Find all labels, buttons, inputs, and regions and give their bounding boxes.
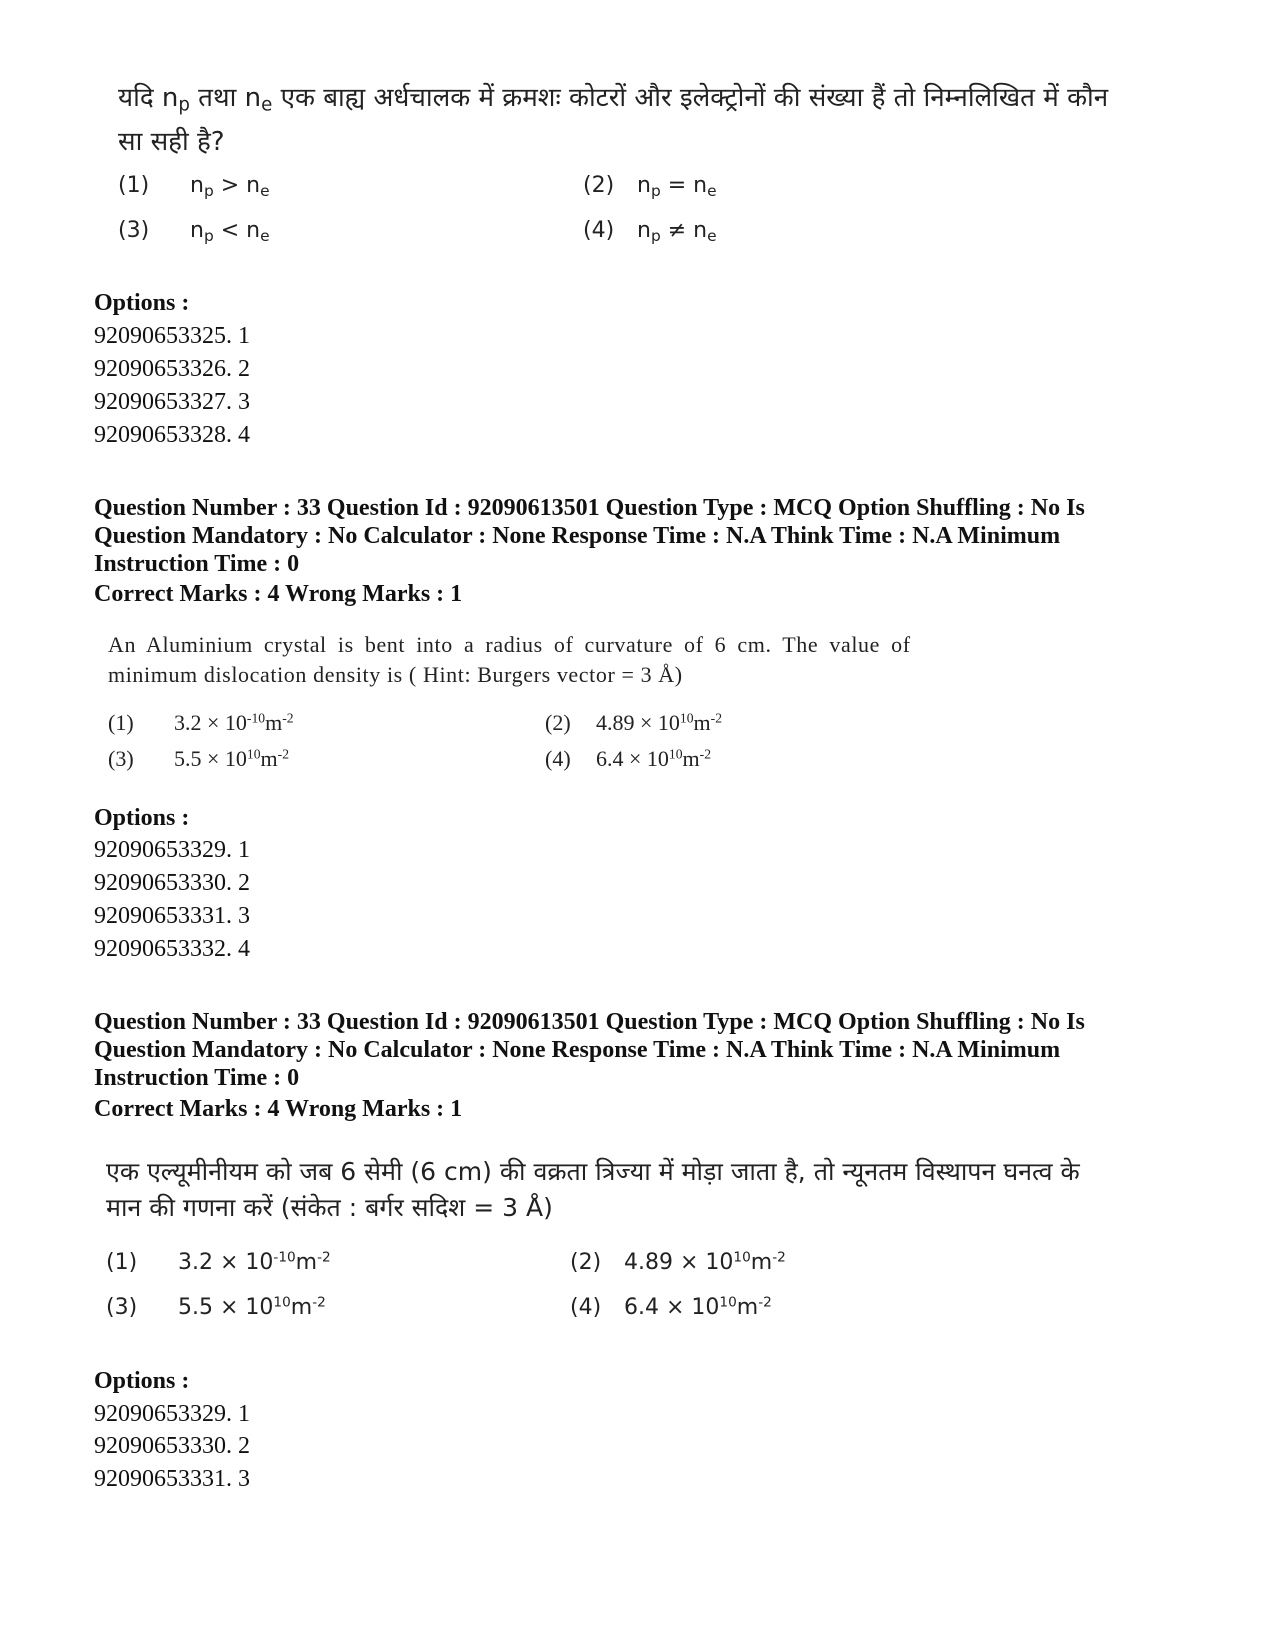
- q3-question-line2: मान की गणना करें (संकेत : बर्गर सदिश = 3 Å): [106, 1193, 553, 1222]
- q1-option-2: 92090653326. 2: [94, 356, 250, 382]
- q1-choice-2: (2) $n_p = n_e$: [583, 173, 717, 200]
- q2-option-2: 92090653330. 2: [94, 870, 250, 896]
- q3-question-text: [106, 1154, 1206, 1226]
- q1-options-label: Options :: [94, 290, 190, 316]
- q1-option-1: 92090653325. 1: [94, 323, 250, 349]
- q1-option-3: 92090653327. 3: [94, 389, 250, 415]
- q2-question-line2: minimum dislocation density is ( Hint: Burgers vector = 3 Å): [108, 662, 683, 687]
- q1-question-line2: सा सही है?: [118, 126, 225, 157]
- q2-marks: Correct Marks : 4 Wrong Marks : 1: [94, 581, 463, 607]
- q3-meta-line3: Instruction Time : 0: [94, 1065, 300, 1091]
- q3-meta-line2: Question Mandatory : No Calculator : None Response Time : N.A Think Time : N.A Minimum: [94, 1037, 1061, 1063]
- q3-meta: [94, 1008, 1244, 1092]
- q2-meta-line3: Instruction Time : 0: [94, 551, 300, 577]
- q1-question-line1: यदि $n_p$ तथा $n_e$ एक बाह्य अर्धचालक में क्रमशः कोटरों और इलेक्ट्रोनों की संख्या हैं तो निम्नलिखित में कौन: [118, 83, 1109, 116]
- q2-meta: [94, 494, 1244, 578]
- q2-choice-4: (4) $6.4 \times 10^{10}m^{-2}$: [545, 746, 712, 771]
- q2-options-label: Options :: [94, 805, 190, 831]
- q1-question-text: [118, 80, 1198, 160]
- q3-choice-1: (1) $3.2 \times 10^{-10}m^{-2}$: [106, 1249, 331, 1275]
- q2-choice-3: (3) $5.5 \times 10^{10}m^{-2}$: [108, 746, 290, 771]
- q1-option-4: 92090653328. 4: [94, 422, 250, 448]
- q2-option-4: 92090653332. 4: [94, 936, 250, 962]
- q2-question-line1: An Aluminium crystal is bent into a radius of curvature of 6 cm. The value of: [108, 632, 911, 657]
- q1-choice-3: (3) $n_p < n_e$: [118, 218, 270, 245]
- q2-choice-1: (1) $3.2 \times 10^{-10}m^{-2}$: [108, 710, 294, 735]
- q3-marks: Correct Marks : 4 Wrong Marks : 1: [94, 1096, 463, 1122]
- q3-choice-2: (2) $4.89 \times 10^{10}m^{-2}$: [570, 1249, 786, 1275]
- q2-option-3: 92090653331. 3: [94, 903, 250, 929]
- q1-choice-1: (1) $n_p > n_e$: [118, 173, 270, 200]
- q2-option-1: 92090653329. 1: [94, 837, 250, 863]
- q3-option-2: 92090653330. 2: [94, 1433, 250, 1459]
- q3-choice-4: (4) $6.4 \times 10^{10}m^{-2}$: [570, 1294, 772, 1320]
- q3-question-line1: एक एल्यूमीनीयम को जब 6 सेमी (6 cm) की वक्रता त्रिज्या में मोड़ा जाता है, तो न्यूनतम विस्थापन घनत्व के: [106, 1157, 1080, 1186]
- q2-choice-2: (2) $4.89 \times 10^{10}m^{-2}$: [545, 710, 723, 735]
- q3-meta-line1: Question Number : 33 Question Id : 92090613501 Question Type : MCQ Option Shuffling : No Is: [94, 1009, 1085, 1035]
- q3-option-1: 92090653329. 1: [94, 1401, 250, 1427]
- q3-options-label: Options :: [94, 1368, 190, 1394]
- q1-choice-4: (4) $n_p \ne n_e$: [583, 218, 717, 245]
- q2-meta-line1: Question Number : 33 Question Id : 92090613501 Question Type : MCQ Option Shuffling : No Is: [94, 495, 1085, 521]
- q2-meta-line2: Question Mandatory : No Calculator : None Response Time : N.A Think Time : N.A Minimum: [94, 523, 1061, 549]
- q3-choice-3: (3) $5.5 \times 10^{10}m^{-2}$: [106, 1294, 326, 1320]
- q3-option-3: 92090653331. 3: [94, 1466, 250, 1492]
- q2-question-text: [108, 630, 1008, 690]
